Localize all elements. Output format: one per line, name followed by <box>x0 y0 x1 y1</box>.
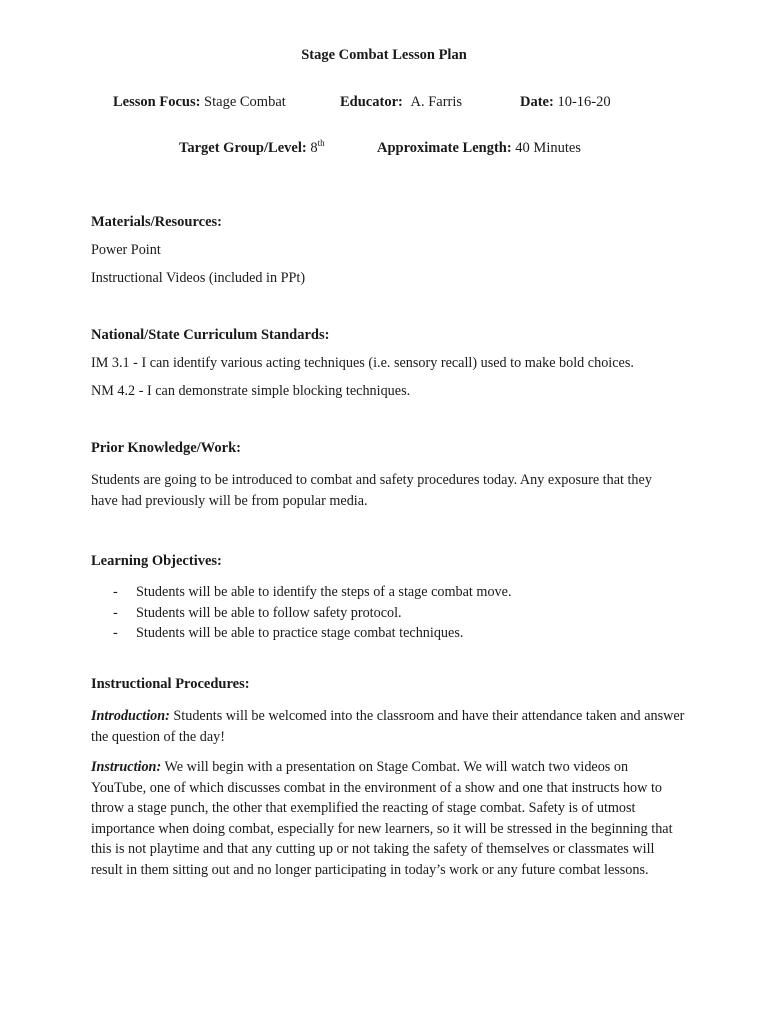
lesson-focus-value: Stage Combat <box>204 94 286 110</box>
target-group-label: Target Group/Level: <box>179 140 307 156</box>
educator-label: Educator: <box>340 94 403 110</box>
materials-heading: Materials/Resources: <box>91 214 222 230</box>
materials-item: Instructional Videos (included in PPt) <box>91 270 306 286</box>
date <box>520 94 611 111</box>
materials-item: Power Point <box>91 242 161 258</box>
objective-text: Students will be able to identify the steps of a stage combat move. <box>136 584 512 600</box>
page-title: Stage Combat Lesson Plan <box>301 47 467 63</box>
procedures-heading: Instructional Procedures: <box>91 676 250 692</box>
date-value: 10-16-20 <box>557 94 611 110</box>
introduction-text: Students will be welcomed into the classroom and have their attendance taken and answer the question of the day! <box>91 708 685 745</box>
bullet-dash: - <box>113 625 118 641</box>
instruction-paragraph <box>91 757 683 880</box>
target-group <box>179 140 325 157</box>
prior-knowledge-text: Students are going to be introduced to combat and safety procedures today. Any exposure that they have had previously will be from popular media. <box>91 472 652 509</box>
standards-item: NM 4.2 - I can demonstrate simple blocking techniques. <box>91 383 411 399</box>
educator <box>340 94 462 111</box>
instruction-label: Instruction: <box>91 759 162 775</box>
introduction-paragraph <box>91 706 691 747</box>
list-item <box>91 623 512 644</box>
standards-item: IM 3.1 - I can identify various acting techniques (i.e. sensory recall) used to make bold choices. <box>91 355 634 371</box>
list-item <box>91 603 512 624</box>
list-item <box>91 582 512 603</box>
prior-knowledge-heading: Prior Knowledge/Work: <box>91 440 241 456</box>
instruction-text: We will begin with a presentation on Stage Combat. We will watch two videos on YouTube, one of which discusses combat in the environment of a show and one that instructs how to throw a stage punch, the other that exemplified the reacting of stage combat. Safety is of utmost importance when doing combat, especially for new learners, so it will be stressed in the beginning that this is not playtime and that any cutting up or not taking the safety of themselves or classmates will result in them sitting out and no longer participating in today’s work or any future combat lessons. <box>91 759 673 878</box>
objectives-list <box>91 582 512 644</box>
educator-value: A. Farris <box>410 94 463 110</box>
objective-text: Students will be able to follow safety protocol. <box>136 604 402 621</box>
approximate-length-value: 40 Minutes <box>515 140 581 156</box>
introduction-label: Introduction: <box>91 708 170 724</box>
objectives-heading: Learning Objectives: <box>91 553 222 569</box>
lesson-focus-label: Lesson Focus: <box>113 94 201 110</box>
objective-text: Students will be able to practice stage combat techniques. <box>136 625 464 641</box>
bullet-dash: - <box>113 604 118 621</box>
target-group-value: 8 <box>310 140 318 156</box>
bullet-dash: - <box>113 584 118 600</box>
lesson-focus <box>113 94 286 111</box>
target-group-superscript: th <box>317 138 325 149</box>
approximate-length-label: Approximate Length: <box>377 140 512 156</box>
standards-heading: National/State Curriculum Standards: <box>91 327 330 343</box>
approximate-length <box>377 140 581 157</box>
date-label: Date: <box>520 94 554 110</box>
